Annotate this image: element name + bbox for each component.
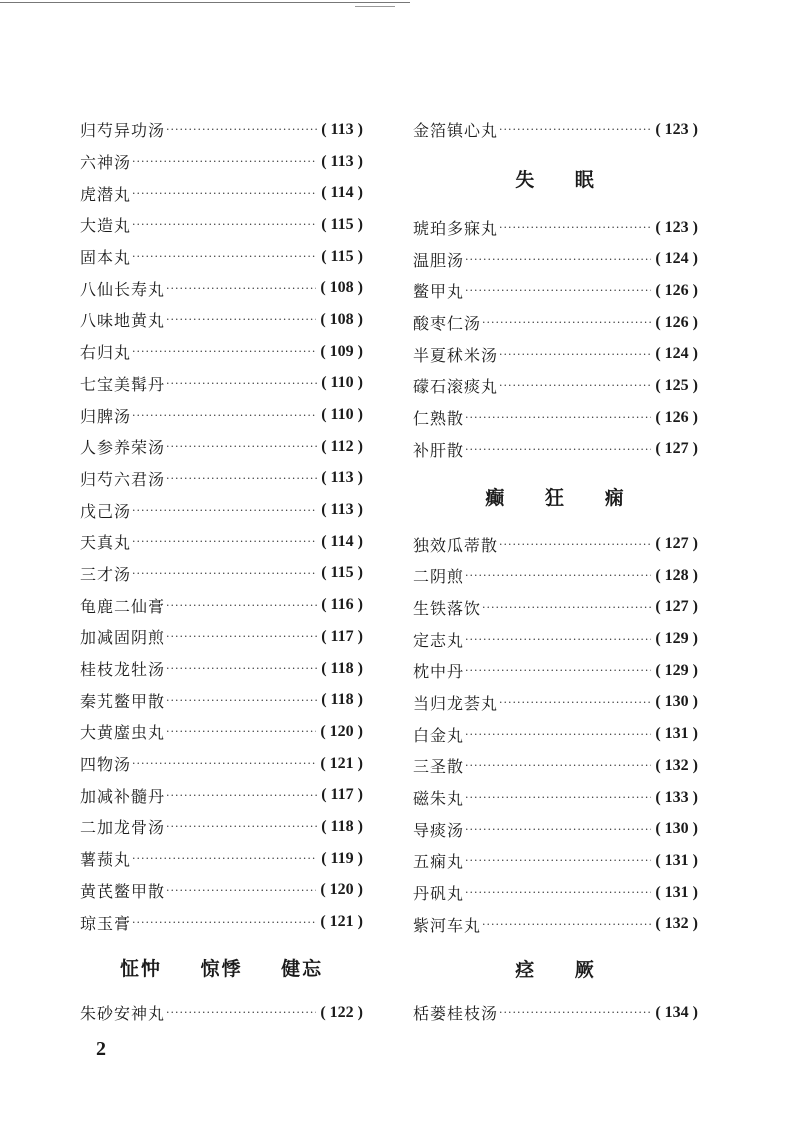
toc-entry xyxy=(413,243,698,275)
entry-title: 导痰汤 xyxy=(413,820,465,840)
entry-title: 六神汤 xyxy=(80,153,132,173)
dot-leader xyxy=(132,567,317,580)
toc-entry xyxy=(80,526,363,558)
entry-title: 秦艽鳖甲散 xyxy=(80,691,166,711)
toc-entry xyxy=(413,434,698,466)
dot-leader xyxy=(465,791,651,804)
entry-title: 朱砂安神丸 xyxy=(80,1004,166,1024)
dot-leader xyxy=(465,728,651,741)
entry-page: ( 115 ) xyxy=(321,215,363,233)
toc-entry xyxy=(80,997,363,1029)
toc-entry xyxy=(413,997,698,1029)
entry-title: 戊己汤 xyxy=(80,501,132,521)
toc-entry xyxy=(413,370,698,402)
dot-leader xyxy=(132,852,317,865)
toc-entry xyxy=(413,687,698,719)
toc-left-column xyxy=(80,114,363,1029)
dot-leader xyxy=(166,599,317,612)
toc-entry xyxy=(80,653,363,685)
scan-edge-line xyxy=(355,6,395,7)
toc-entry xyxy=(80,146,363,178)
dot-leader xyxy=(132,504,317,517)
entry-page: ( 120 ) xyxy=(320,881,363,899)
entry-title: 酸枣仁汤 xyxy=(413,314,482,334)
dot-leader xyxy=(132,757,316,770)
dot-leader xyxy=(499,221,651,234)
entry-title: 五痫丸 xyxy=(413,852,465,872)
entry-page: ( 115 ) xyxy=(321,247,363,265)
entry-page: ( 127 ) xyxy=(655,598,698,616)
entry-title: 归芍六君汤 xyxy=(80,469,166,489)
entry-title: 白金丸 xyxy=(413,725,465,745)
entry-title: 加减固阴煎 xyxy=(80,628,166,648)
dot-leader xyxy=(166,884,316,897)
entry-title: 二阴煎 xyxy=(413,567,465,587)
dot-leader xyxy=(132,155,317,168)
entry-page: ( 127 ) xyxy=(655,440,698,458)
dot-leader xyxy=(166,377,317,390)
entry-title: 仁熟散 xyxy=(413,409,465,429)
dot-leader xyxy=(465,443,651,456)
entry-page: ( 113 ) xyxy=(321,469,363,487)
entry-page: ( 112 ) xyxy=(321,437,363,455)
entry-page: ( 130 ) xyxy=(655,693,698,711)
entry-title: 琥珀多寐丸 xyxy=(413,219,499,239)
dot-leader xyxy=(166,820,317,833)
toc-entry xyxy=(80,843,363,875)
entry-title: 加减补髓丹 xyxy=(80,786,166,806)
entry-page: ( 118 ) xyxy=(321,817,363,835)
entry-page: ( 113 ) xyxy=(321,120,363,138)
entry-page: ( 128 ) xyxy=(655,566,698,584)
entry-title: 鳖甲丸 xyxy=(413,282,465,302)
dot-leader xyxy=(465,759,651,772)
toc-entry xyxy=(413,307,698,339)
dot-leader xyxy=(166,630,317,643)
dot-leader xyxy=(465,664,651,677)
section-heading: 痉 厥 xyxy=(515,959,596,982)
entry-page: ( 120 ) xyxy=(320,722,363,740)
entry-title: 枕中丹 xyxy=(413,662,465,682)
dot-leader xyxy=(482,918,651,931)
entry-page: ( 116 ) xyxy=(321,596,363,614)
dot-leader xyxy=(482,601,651,614)
toc-entry xyxy=(80,114,363,146)
entry-title: 归脾汤 xyxy=(80,406,132,426)
entry-page: ( 119 ) xyxy=(321,849,363,867)
entry-title: 八仙长寿丸 xyxy=(80,279,166,299)
toc-entry xyxy=(413,813,698,845)
toc-entry xyxy=(413,275,698,307)
dot-leader xyxy=(166,440,317,453)
entry-title: 金箔镇心丸 xyxy=(413,121,499,141)
entry-title: 四物汤 xyxy=(80,755,132,775)
toc-entry xyxy=(80,304,363,336)
entry-title: 龟鹿二仙膏 xyxy=(80,596,166,616)
entry-title: 大黄䗪虫丸 xyxy=(80,723,166,743)
toc-entry xyxy=(413,845,698,877)
toc-entry xyxy=(80,779,363,811)
entry-page: ( 121 ) xyxy=(320,913,363,931)
entry-title: 磁朱丸 xyxy=(413,789,465,809)
entry-page: ( 133 ) xyxy=(655,788,698,806)
toc-entry xyxy=(80,431,363,463)
dot-leader xyxy=(465,854,651,867)
toc-entry xyxy=(413,560,698,592)
entry-page: ( 123 ) xyxy=(655,218,698,236)
dot-leader xyxy=(166,123,317,136)
dot-leader xyxy=(166,789,317,802)
entry-page: ( 118 ) xyxy=(321,659,363,677)
entry-page: ( 115 ) xyxy=(321,564,363,582)
toc-entry xyxy=(80,463,363,495)
entry-title: 右归丸 xyxy=(80,343,132,363)
dot-leader xyxy=(465,253,651,266)
toc-entry xyxy=(80,177,363,209)
dot-leader xyxy=(166,725,316,738)
toc-entry xyxy=(80,494,363,526)
toc-entry xyxy=(80,906,363,938)
entry-page: ( 110 ) xyxy=(321,374,363,392)
entry-page: ( 129 ) xyxy=(655,630,698,648)
entry-title: 七宝美髯丹 xyxy=(80,374,166,394)
toc-entry xyxy=(80,272,363,304)
dot-leader xyxy=(465,823,651,836)
toc-entry xyxy=(413,718,698,750)
toc-entry xyxy=(80,748,363,780)
toc-entry xyxy=(413,114,698,146)
toc-entry xyxy=(413,338,698,370)
entry-title: 八味地黄丸 xyxy=(80,311,166,331)
entry-title: 独效瓜蒂散 xyxy=(413,535,499,555)
entry-page: ( 121 ) xyxy=(320,754,363,772)
entry-page: ( 114 ) xyxy=(321,532,363,550)
toc-entry xyxy=(80,684,363,716)
dot-leader xyxy=(499,348,651,361)
page-number: 2 xyxy=(96,1038,106,1060)
toc-entry xyxy=(413,528,698,560)
entry-page: ( 109 ) xyxy=(320,342,363,360)
section-heading: 怔忡 惊悸 健忘 xyxy=(119,957,324,980)
toc-right-column xyxy=(413,114,698,1029)
toc-entry xyxy=(80,589,363,621)
dot-leader xyxy=(482,316,651,329)
entry-page: ( 117 ) xyxy=(321,786,363,804)
toc-entry xyxy=(80,209,363,241)
entry-page: ( 124 ) xyxy=(655,345,698,363)
entry-page: ( 127 ) xyxy=(655,535,698,553)
entry-title: 定志丸 xyxy=(413,630,465,650)
entry-page: ( 126 ) xyxy=(655,408,698,426)
dot-leader xyxy=(166,472,317,485)
toc-entry xyxy=(413,877,698,909)
entry-page: ( 117 ) xyxy=(321,627,363,645)
entry-title: 薯蓣丸 xyxy=(80,850,132,870)
dot-leader xyxy=(465,569,651,582)
entry-page: ( 114 ) xyxy=(321,184,363,202)
entry-title: 生铁落饮 xyxy=(413,598,482,618)
entry-title: 当归龙荟丸 xyxy=(413,693,499,713)
entry-page: ( 123 ) xyxy=(655,120,698,138)
entry-page: ( 108 ) xyxy=(320,310,363,328)
toc-entry xyxy=(80,399,363,431)
dot-leader xyxy=(166,313,316,326)
entry-page: ( 118 ) xyxy=(321,691,363,709)
entry-page: ( 134 ) xyxy=(655,1003,698,1021)
toc-entry xyxy=(413,592,698,624)
entry-page: ( 113 ) xyxy=(321,152,363,170)
dot-leader xyxy=(166,662,317,675)
dot-leader xyxy=(499,538,651,551)
toc-entry xyxy=(80,811,363,843)
entry-title: 固本丸 xyxy=(80,248,132,268)
dot-leader xyxy=(465,411,651,424)
entry-page: ( 125 ) xyxy=(655,376,698,394)
dot-leader xyxy=(166,694,317,707)
dot-leader xyxy=(132,218,317,231)
dot-leader xyxy=(499,123,651,136)
entry-title: 紫河车丸 xyxy=(413,915,482,935)
dot-leader xyxy=(166,282,316,295)
dot-leader xyxy=(465,633,651,646)
dot-leader xyxy=(132,409,317,422)
entry-title: 琼玉膏 xyxy=(80,913,132,933)
entry-title: 礞石滚痰丸 xyxy=(413,377,499,397)
entry-page: ( 108 ) xyxy=(320,279,363,297)
section-heading: 癫 狂 痫 xyxy=(485,487,626,510)
entry-title: 丹矾丸 xyxy=(413,884,465,904)
entry-page: ( 126 ) xyxy=(655,313,698,331)
section-heading: 失 眠 xyxy=(515,169,596,192)
entry-page: ( 130 ) xyxy=(655,820,698,838)
toc-entry xyxy=(80,558,363,590)
toc-entry xyxy=(80,875,363,907)
toc-entry xyxy=(413,750,698,782)
toc-entry xyxy=(413,212,698,244)
toc-entry xyxy=(80,336,363,368)
entry-page: ( 129 ) xyxy=(655,661,698,679)
entry-title: 栝蒌桂枝汤 xyxy=(413,1004,499,1024)
toc-entry xyxy=(80,368,363,400)
dot-leader xyxy=(499,696,651,709)
entry-title: 二加龙骨汤 xyxy=(80,818,166,838)
entry-page: ( 132 ) xyxy=(655,756,698,774)
entry-page: ( 126 ) xyxy=(655,281,698,299)
toc-entry xyxy=(413,782,698,814)
toc-entry xyxy=(80,621,363,653)
toc-entry xyxy=(413,655,698,687)
dot-leader xyxy=(132,345,316,358)
entry-title: 天真丸 xyxy=(80,533,132,553)
dot-leader xyxy=(465,886,651,899)
dot-leader xyxy=(132,187,317,200)
dot-leader xyxy=(132,535,317,548)
entry-page: ( 113 ) xyxy=(321,501,363,519)
toc-entry xyxy=(413,623,698,655)
toc-entry xyxy=(413,402,698,434)
entry-page: ( 124 ) xyxy=(655,250,698,268)
entry-title: 半夏秫米汤 xyxy=(413,345,499,365)
entry-title: 桂枝龙牡汤 xyxy=(80,660,166,680)
toc-entry xyxy=(80,241,363,273)
dot-leader xyxy=(499,379,651,392)
entry-title: 黄芪鳖甲散 xyxy=(80,881,166,901)
entry-title: 补肝散 xyxy=(413,440,465,460)
entry-page: ( 131 ) xyxy=(655,725,698,743)
toc-entry xyxy=(80,716,363,748)
entry-title: 三圣散 xyxy=(413,757,465,777)
scan-edge-line xyxy=(0,2,410,3)
entry-title: 归芍异功汤 xyxy=(80,121,166,141)
entry-page: ( 132 ) xyxy=(655,915,698,933)
entry-title: 人参养荣汤 xyxy=(80,438,166,458)
dot-leader xyxy=(132,916,316,929)
dot-leader xyxy=(166,1006,316,1019)
entry-page: ( 131 ) xyxy=(655,851,698,869)
dot-leader xyxy=(465,284,651,297)
toc-entry xyxy=(413,908,698,940)
entry-page: ( 110 ) xyxy=(321,406,363,424)
entry-title: 大造丸 xyxy=(80,216,132,236)
entry-page: ( 122 ) xyxy=(320,1003,363,1021)
entry-title: 温胆汤 xyxy=(413,250,465,270)
entry-title: 虎潜丸 xyxy=(80,184,132,204)
entry-title: 三才汤 xyxy=(80,564,132,584)
dot-leader xyxy=(499,1006,651,1019)
entry-page: ( 131 ) xyxy=(655,883,698,901)
dot-leader xyxy=(132,250,317,263)
